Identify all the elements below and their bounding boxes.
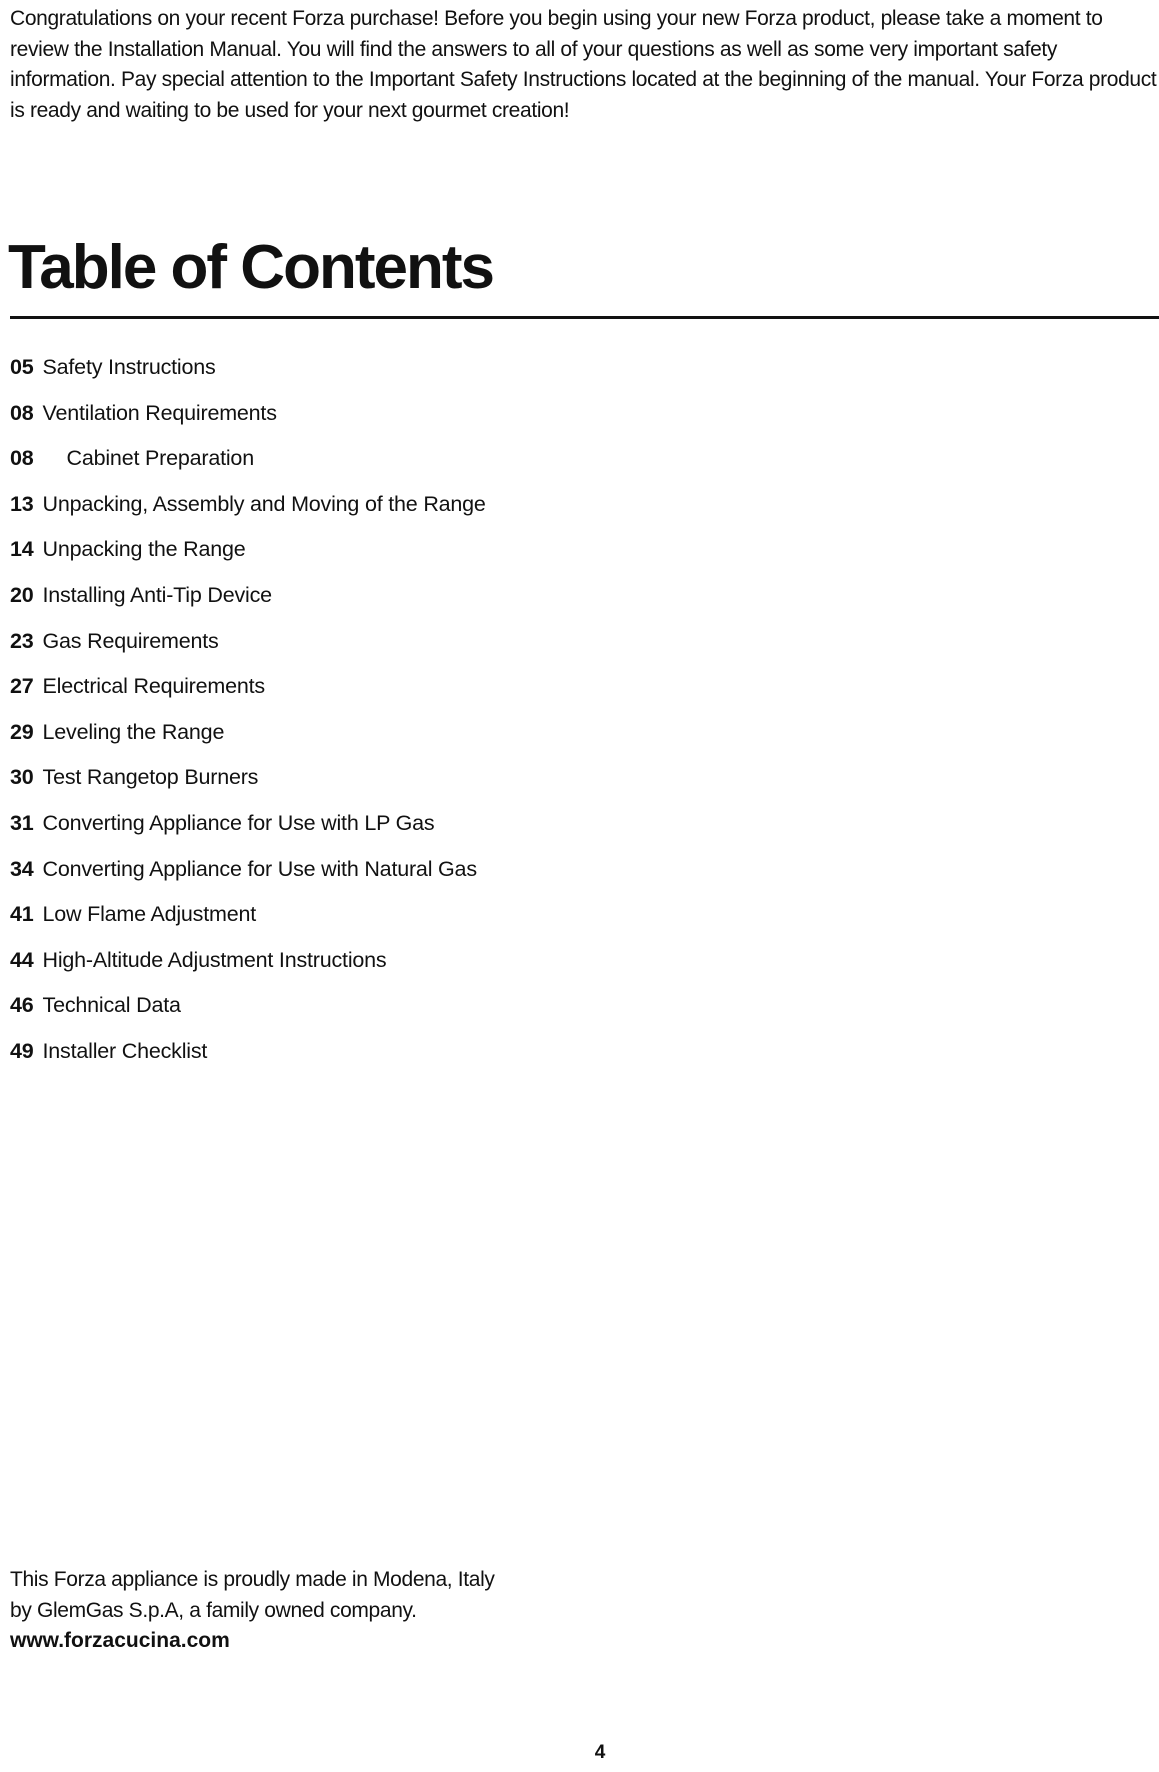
toc-page-number: 05: [10, 355, 34, 379]
toc-entry-label: Installing Anti-Tip Device: [42, 582, 272, 607]
toc-entry-label: Converting Appliance for Use with LP Gas: [42, 810, 435, 835]
toc-item-gas-requirements: [10, 626, 486, 672]
toc-item-test-rangetop-burners: [10, 762, 486, 808]
toc-page-number: 13: [10, 491, 34, 516]
toc-entry-label: Leveling the Range: [42, 719, 225, 744]
footer-company-line: by GlemGas S.p.A, a family owned company.: [10, 1598, 417, 1622]
toc-divider: [10, 316, 1159, 319]
toc-item-high-altitude-adjustment: [10, 945, 486, 991]
toc-entry-label: Test Rangetop Burners: [42, 765, 259, 790]
intro-paragraph: Congratulations on your recent Forza purchase! Before you begin using your new Forza product, please take a moment to review the Installation Manual. You will find the answers to all of your questions as well as some very important safety information. Pay special attention to the Important Safety Instructions located at the beginning of the manual. Your Forza product is ready and waiting to be used for your next gourmet creation!: [10, 7, 1157, 122]
toc-item-leveling-range: [10, 717, 486, 763]
toc-page-number: 23: [10, 628, 34, 653]
toc-entry-label: Unpacking the Range: [42, 537, 246, 562]
toc-item-unpacking-range: [10, 534, 486, 580]
page-number: 4: [594, 1742, 606, 1763]
toc-item-cabinet-preparation: [10, 443, 486, 489]
toc-entry-label: Converting Appliance for Use with Natural Gas: [42, 856, 477, 881]
toc-entry-label: High-Altitude Adjustment Instructions: [42, 947, 387, 972]
toc-entry-label: Technical Data: [42, 993, 181, 1018]
toc-item-electrical-requirements: [10, 671, 486, 717]
toc-item-converting-lp-gas: [10, 808, 486, 854]
toc-item-low-flame-adjustment: [10, 899, 486, 945]
toc-entry-label: Cabinet Preparation: [66, 446, 254, 471]
toc-item-unpacking-assembly-moving: [10, 489, 486, 535]
toc-entry-label: Installer Checklist: [42, 1038, 208, 1063]
toc-page-number: 14: [10, 537, 34, 562]
toc-entry-label: Electrical Requirements: [42, 674, 265, 699]
toc-entry-label: Safety Instructions: [42, 355, 216, 379]
toc-item-technical-data: [10, 990, 486, 1036]
footer-origin-line: This Forza appliance is proudly made in Modena, Italy: [10, 1568, 495, 1591]
toc-page-number: 20: [10, 582, 34, 607]
toc-entry-label: Ventilation Requirements: [42, 400, 277, 425]
toc-page-number: 44: [10, 947, 34, 972]
toc-entry-label: Low Flame Adjustment: [42, 902, 257, 927]
toc-page-number: 08: [10, 446, 34, 471]
toc-page-number: 29: [10, 719, 34, 744]
manufacturer-footer: [10, 1565, 495, 1657]
toc-page-number: 34: [10, 856, 34, 881]
toc-item-ventilation-requirements: [10, 398, 486, 444]
toc-page-number: 31: [10, 810, 34, 835]
toc-page-number: 41: [10, 902, 34, 927]
toc-page-number: 27: [10, 674, 34, 699]
toc-page-number: 46: [10, 993, 34, 1018]
toc-item-converting-natural-gas: [10, 854, 486, 900]
toc-list: [10, 352, 486, 1082]
toc-item-anti-tip-device: [10, 580, 486, 626]
toc-page-number: 08: [10, 400, 34, 425]
toc-page-number: 49: [10, 1038, 34, 1063]
toc-entry-label: Unpacking, Assembly and Moving of the Range: [42, 491, 486, 516]
toc-title: Table of Contents: [8, 233, 493, 302]
toc-page-number: 30: [10, 765, 34, 790]
toc-entry-label: Gas Requirements: [42, 628, 219, 653]
website-link[interactable]: www.forzacucina.com: [10, 1629, 230, 1652]
toc-item-safety-instructions: [10, 352, 486, 398]
toc-item-installer-checklist: [10, 1036, 486, 1082]
